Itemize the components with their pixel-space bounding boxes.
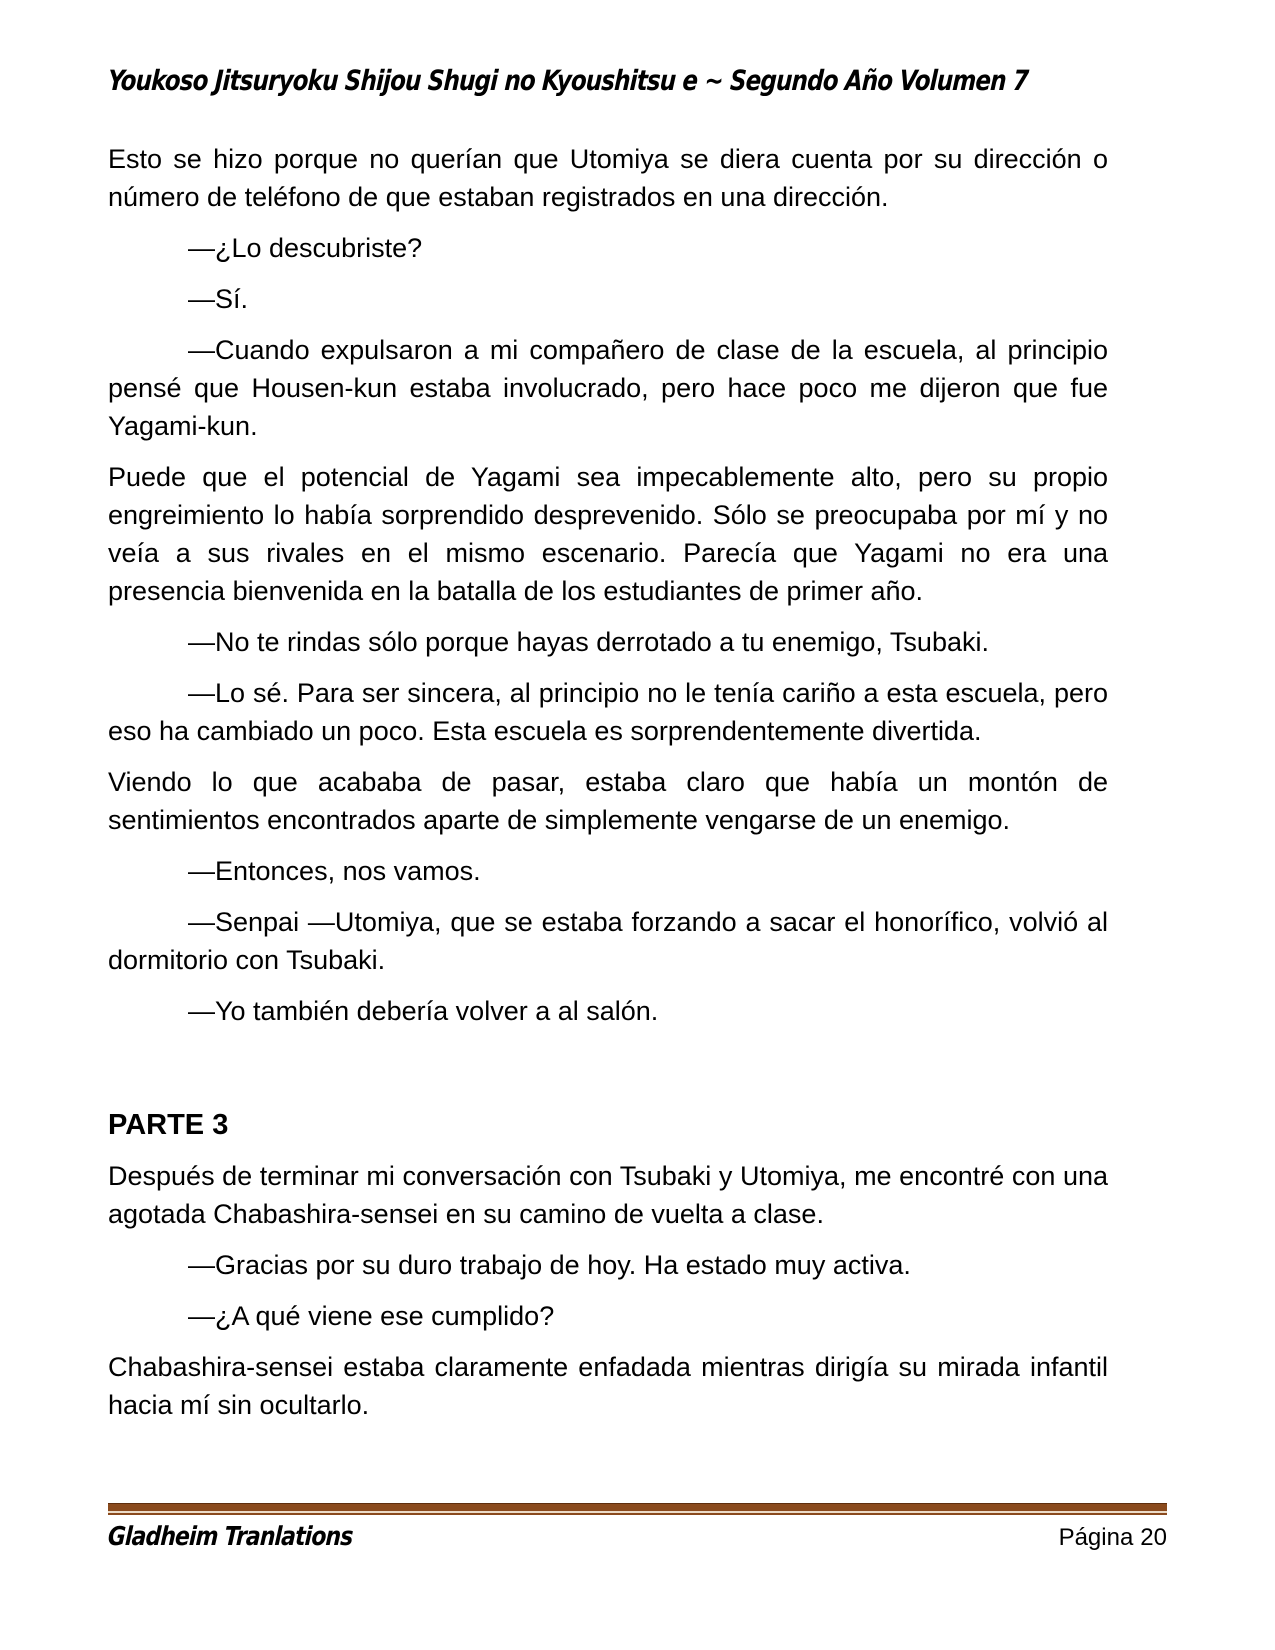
- document-body: [108, 140, 1108, 1437]
- page-header: [108, 64, 1108, 97]
- dialogue-line: —Lo sé. Para ser sincera, al principio no le tenía cariño a esta escuela, pero eso ha cambiado un poco. Esta escuela es sorprendentemente divertida.: [108, 678, 1108, 746]
- dialogue-line: —Yo también debería volver a al salón.: [188, 996, 659, 1026]
- page-number-value: 20: [1140, 1524, 1167, 1551]
- header-title: Youkoso Jitsuryoku Shijou Shugi no Kyoushitsu e ~ Segundo Año Volumen 7: [107, 64, 1030, 97]
- paragraph: Esto se hizo porque no querían que Utomiya se diera cuenta por su dirección o número de teléfono de que estaban registrados en una dirección.: [108, 144, 1108, 212]
- dialogue-line: —¿A qué viene ese cumplido?: [188, 1301, 555, 1331]
- paragraph: Puede que el potencial de Yagami sea impecablemente alto, pero su propio engreimiento lo había sorprendido desprevenido. Sólo se preocupaba por mí y no veía a sus rivales en el mismo escenario. Parecía que Yagami no era una presencia bienvenida en la batalla de los estudiantes de primer año.: [108, 462, 1108, 606]
- footer-row: [108, 1522, 1167, 1552]
- footer-rule-thick-bar: [108, 1503, 1167, 1511]
- translator-credit: Gladheim Tranlations: [107, 1522, 354, 1552]
- dialogue-line: —¿Lo descubriste?: [188, 233, 423, 263]
- paragraph: Después de terminar mi conversación con Tsubaki y Utomiya, me encontré con una agotada Chabashira-sensei en su camino de vuelta a clase.: [108, 1161, 1108, 1229]
- dialogue-line: —Entonces, nos vamos.: [188, 856, 481, 886]
- dialogue-line: —Senpai —Utomiya, que se estaba forzando a sacar el honorífico, volvió al dormitorio con Tsubaki.: [108, 907, 1108, 975]
- page-number: [1059, 1524, 1167, 1552]
- footer-rule: [108, 1503, 1167, 1515]
- paragraph: Chabashira-sensei estaba claramente enfadada mientras dirigía su mirada infantil hacia mí sin ocultarlo.: [108, 1352, 1108, 1420]
- dialogue-line: —No te rindas sólo porque hayas derrotado a tu enemigo, Tsubaki.: [188, 627, 989, 657]
- page-number-label: Página: [1058, 1524, 1134, 1551]
- dialogue-line: —Cuando expulsaron a mi compañero de clase de la escuela, al principio pensé que Housen-kun estaba involucrado, pero hace poco me dijeron que fue Yagami-kun.: [108, 335, 1108, 441]
- paragraph: Viendo lo que acababa de pasar, estaba claro que había un montón de sentimientos encontrados aparte de simplemente vengarse de un enemigo.: [108, 767, 1108, 835]
- page-footer: [108, 1503, 1167, 1552]
- dialogue-line: —Gracias por su duro trabajo de hoy. Ha estado muy activa.: [188, 1250, 911, 1280]
- footer-rule-thin-bar: [108, 1513, 1167, 1515]
- dialogue-line: —Sí.: [188, 284, 249, 314]
- section-heading: PARTE 3: [108, 1109, 229, 1141]
